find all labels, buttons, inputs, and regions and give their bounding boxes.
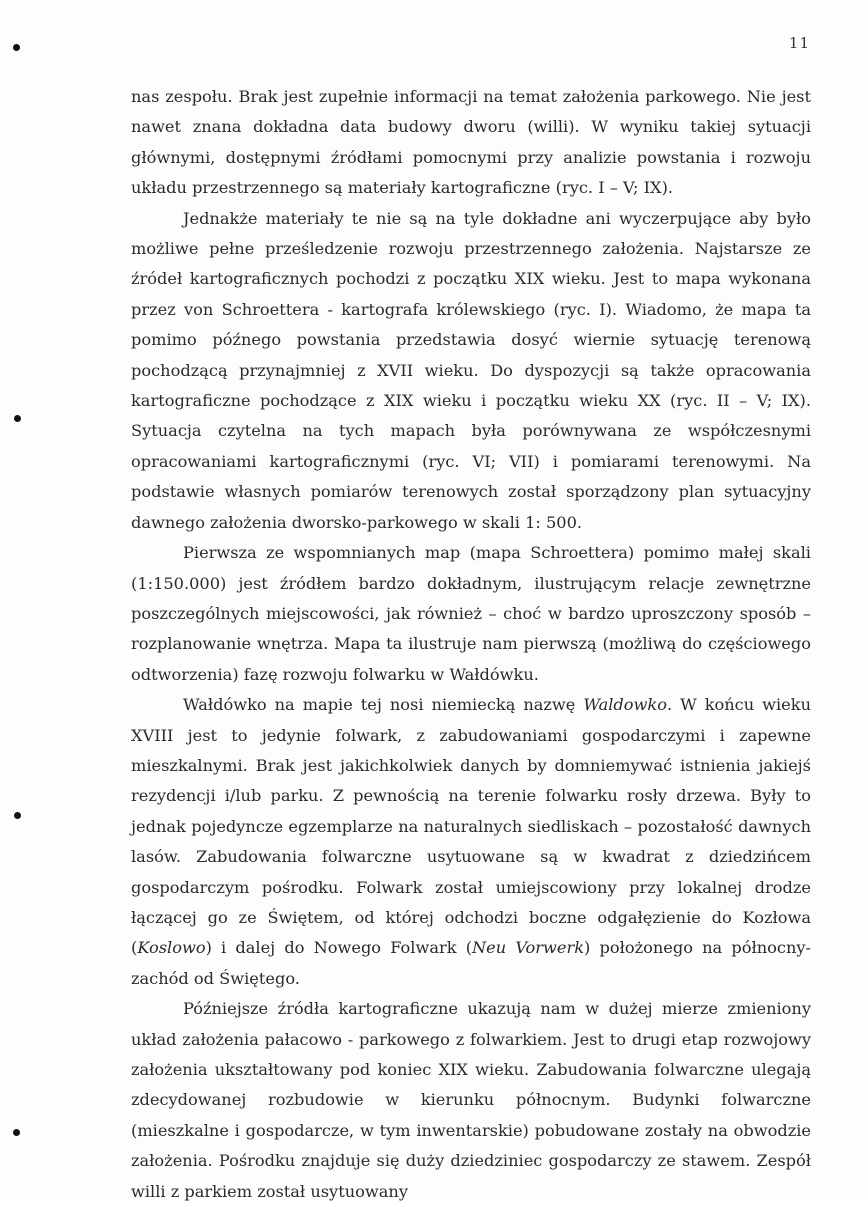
body-text: [131, 82, 811, 1207]
paragraph: [131, 204, 811, 538]
paragraph: [131, 538, 811, 690]
paragraph-text: ) położonego na północny-zachód od Świętego.: [131, 938, 812, 988]
binder-hole-mark: [14, 415, 21, 422]
paragraph-text: Późniejsze źródła kartograficzne ukazują nam w dużej mierze zmieniony układ założenia pałacowo - parkowego z folwarkiem. Jest to drugi etap rozwojowy założenia ukształtowany pod koniec XIX wieku. Zabudowania folwarczne ulegają zdecydowanej rozbudowie w kierunku północnym. Budynki folwarczne (mieszkalne i gospodarcze, w tym inwentarskie) pobudowane zostały na obwodzie założenia. Pośrodku znajduje się duży dziedziniec gospodarczy ze stawem. Zespół willi z parkiem został usytuowany: [131, 999, 811, 1201]
paragraph-text: Wałdówko na mapie tej nosi niemiecką nazwę: [183, 695, 584, 715]
paragraph-text: Pierwsza ze wspomnianych map (mapa Schroettera) pomimo małej skali (1:150.000) jest źródłem bardzo dokładnym, ilustrującym relacje zewnętrzne poszczególnych miejscowości, jak również – choć w bardzo uproszczony sposób – rozplanowanie wnętrza. Mapa ta ilustruje nam pierwszą (możliwą do częściowego odtworzenia) fazę rozwoju folwarku w Wałdówku.: [131, 543, 811, 684]
paragraph: [131, 82, 811, 204]
paragraph-text: . W końcu wieku XVIII jest to jedynie folwark, z zabudowaniami gospodarczymi i zapewne mieszkalnymi. Brak jest jakichkolwiek danych by domniemywać istnienia jakiejś rezydencji i/lub parku. Z pewnością na terenie folwarku rosły drzewa. Były to jednak pojedyncze egzemplarze na naturalnych siedliskach – pozostałość dawnych lasów. Zabudowania folwarczne usytuowane są w kwadrat z dziedzińcem gospodarczym pośrodku. Folwark został umiejscowiony przy lokalnej drodze łączącej go ze Świętem, od której odchodzi boczne odgałęzienie do Kozłowa (: [131, 695, 811, 958]
binder-hole-mark: [14, 812, 21, 819]
paragraph: [131, 690, 811, 994]
page-number: 11: [788, 34, 810, 52]
italic-place-name: Neu Vorwerk: [472, 938, 585, 958]
binder-hole-mark: [13, 44, 20, 51]
italic-place-name: Waldowko: [583, 695, 667, 715]
paragraph: [131, 994, 811, 1207]
paragraph-text: Jednakże materiały te nie są na tyle dokładne ani wyczerpujące aby było możliwe pełne prześledzenie rozwoju przestrzennego założenia. Najstarsze ze źródeł kartograficznych pochodzi z początku XIX wieku. Jest to mapa wykonana przez von Schroettera - kartografa królewskiego (ryc. I). Wiadomo, że mapa ta pomimo późnego powstania przedstawia dosyć wiernie sytuację terenową pochodzącą przynajmniej z XVII wieku. Do dyspozycji są także opracowania kartograficzne pochodzące z XIX wieku i początku wieku XX (ryc. II – V; IX). Sytuacja czytelna na tych mapach była porównywana ze współczesnymi opracowaniami kartograficznymi (ryc. VI; VII) i pomiarami terenowymi. Na podstawie własnych pomiarów terenowych został sporządzony plan sytuacyjny dawnego założenia dworsko-parkowego w skali 1: 500.: [131, 208, 811, 532]
binder-hole-mark: [13, 1129, 20, 1136]
paragraph-text: nas zespołu. Brak jest zupełnie informacji na temat założenia parkowego. Nie jest nawet znana dokładna data budowy dworu (willi). W wyniku takiej sytuacji głównymi, dostępnymi źródłami pomocnymi przy analizie powstania i rozwoju układu przestrzennego są materiały kartograficzne (ryc. I – V; IX).: [131, 87, 811, 198]
italic-place-name: Koslowo: [137, 938, 206, 958]
paragraph-text: ) i dalej do Nowego Folwark (: [205, 938, 473, 958]
